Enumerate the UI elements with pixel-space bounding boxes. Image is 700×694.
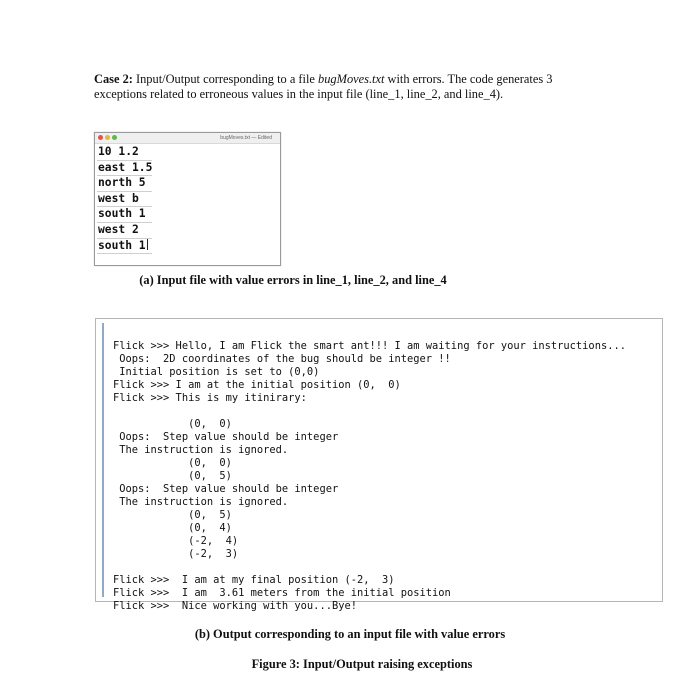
text-editor-window bbox=[94, 132, 281, 266]
console-line: The instruction is ignored. bbox=[113, 496, 289, 508]
console-line: Oops: 2D coordinates of the bug should be integer !! bbox=[113, 353, 451, 365]
editor-text-area[interactable] bbox=[97, 145, 152, 254]
intro-text-2: with errors. The code generates 3 bbox=[384, 72, 553, 86]
console-line: (0, 0) bbox=[113, 457, 232, 469]
console-line: Initial position is set to (0,0) bbox=[113, 366, 320, 378]
console-line: Flick >>> Hello, I am Flick the smart ant!!! I am waiting for your instructions... bbox=[113, 340, 626, 352]
console-line: Oops: Step value should be integer bbox=[113, 431, 339, 443]
editor-window-title: bugMoves.txt — Edited bbox=[220, 135, 272, 141]
minimize-window-icon[interactable] bbox=[105, 135, 110, 140]
console-line: Flick >>> I am at my final position (-2, 3) bbox=[113, 574, 395, 586]
console-line: (-2, 4) bbox=[113, 535, 239, 547]
console-line: The instruction is ignored. bbox=[113, 444, 289, 456]
editor-line: south 1 bbox=[98, 238, 146, 252]
close-window-icon[interactable] bbox=[98, 135, 103, 140]
console-line: (-2, 3) bbox=[113, 548, 239, 560]
zoom-window-icon[interactable] bbox=[112, 135, 117, 140]
editor-line: 10 1.2 bbox=[97, 145, 152, 161]
editor-line-last bbox=[97, 239, 152, 255]
console-line: Flick >>> This is my itinirary: bbox=[113, 392, 307, 404]
case-label: Case 2: bbox=[94, 72, 133, 86]
editor-line: east 1.5 bbox=[97, 161, 152, 177]
editor-line: west b bbox=[97, 192, 152, 208]
console-line: Flick >>> I am at the initial position (0, 0) bbox=[113, 379, 401, 391]
caption-b: (b) Output corresponding to an input file with value errors bbox=[194, 627, 506, 641]
console-line: Flick >>> I am 3.61 meters from the initial position bbox=[113, 587, 451, 599]
editor-title-bar bbox=[95, 133, 280, 144]
editor-line: north 5 bbox=[97, 176, 152, 192]
intro-paragraph bbox=[94, 72, 614, 102]
intro-text-1: Input/Output corresponding to a file bbox=[132, 72, 319, 86]
console-line: (0, 5) bbox=[113, 509, 232, 521]
caption-a: (a) Input file with value errors in line_1, line_2, and line_4 bbox=[139, 273, 447, 287]
console-line bbox=[113, 405, 626, 418]
editor-line: west 2 bbox=[97, 223, 152, 239]
console-line: (0, 5) bbox=[113, 470, 232, 482]
text-cursor bbox=[147, 239, 148, 250]
console-line bbox=[113, 561, 626, 574]
console-line: (0, 4) bbox=[113, 522, 232, 534]
console-line: (0, 0) bbox=[113, 418, 232, 430]
figure-caption: Figure 3: Input/Output raising exceptions bbox=[251, 657, 473, 671]
console-output bbox=[95, 318, 663, 612]
console-text bbox=[113, 327, 626, 639]
console-line: Flick >>> Nice working with you...Bye! bbox=[113, 600, 357, 612]
console-line: Oops: Step value should be integer bbox=[113, 483, 339, 495]
editor-line: south 1 bbox=[97, 207, 152, 223]
intro-line-2: exceptions related to erroneous values in the input file (line_1, line_2, and line_4). bbox=[94, 87, 504, 101]
intro-filename: bugMoves.txt bbox=[318, 72, 385, 86]
